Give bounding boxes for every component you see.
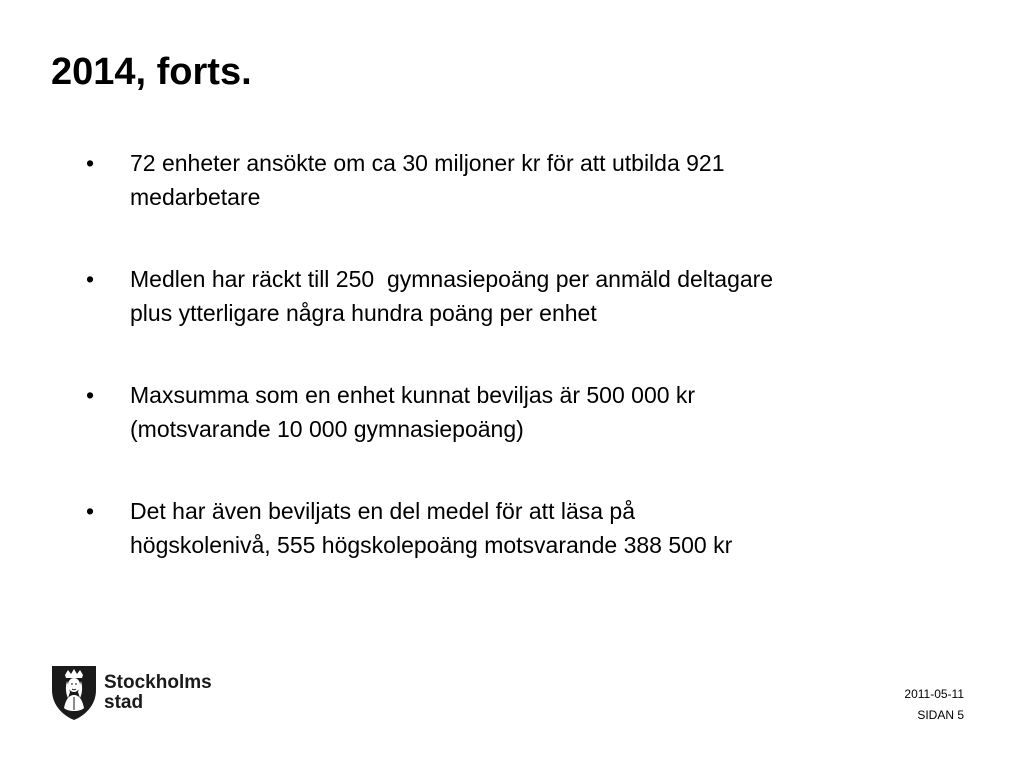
bullet-marker: • (86, 150, 95, 176)
bullet-marker: • (86, 498, 95, 524)
bullet-item (86, 146, 956, 214)
bullet-text-line: Medlen har räckt till 250 gymnasiepoäng per anmäld deltagare (130, 266, 774, 292)
footer-date: 2011-05-11 (904, 687, 964, 701)
bullet-text-line: högskolenivå, 555 högskolepoäng motsvarande 388 500 kr (130, 532, 733, 558)
logo-text-line2: stad (104, 692, 144, 713)
bullet-item (86, 262, 956, 330)
slide-footer (904, 684, 964, 726)
logo-wordmark (104, 673, 212, 713)
bullet-list (86, 146, 956, 562)
bullet-marker: • (86, 266, 95, 292)
bullet-text-line: plus ytterligare några hundra poäng per enhet (130, 300, 597, 326)
bullet-text-line: 72 enheter ansökte om ca 30 miljoner kr för att utbilda 921 (130, 150, 725, 176)
bullet-text-line: medarbetare (130, 184, 261, 210)
bullet-text-line: Maxsumma som en enhet kunnat beviljas är 500 000 kr (130, 382, 696, 408)
bullet-text-line: Det har även beviljats en del medel för att läsa på (130, 498, 636, 524)
slide-title: 2014, forts. (51, 51, 252, 93)
bullet-marker: • (86, 382, 95, 408)
bullet-item (86, 378, 956, 446)
bullet-text-line: (motsvarande 10 000 gymnasiepoäng) (130, 416, 524, 442)
stockholms-stad-logo (50, 664, 212, 722)
stockholm-shield-icon (50, 664, 98, 722)
footer-page-number: SIDAN 5 (917, 708, 964, 722)
logo-text-line1: Stockholms (104, 672, 212, 693)
bullet-item (86, 494, 956, 562)
